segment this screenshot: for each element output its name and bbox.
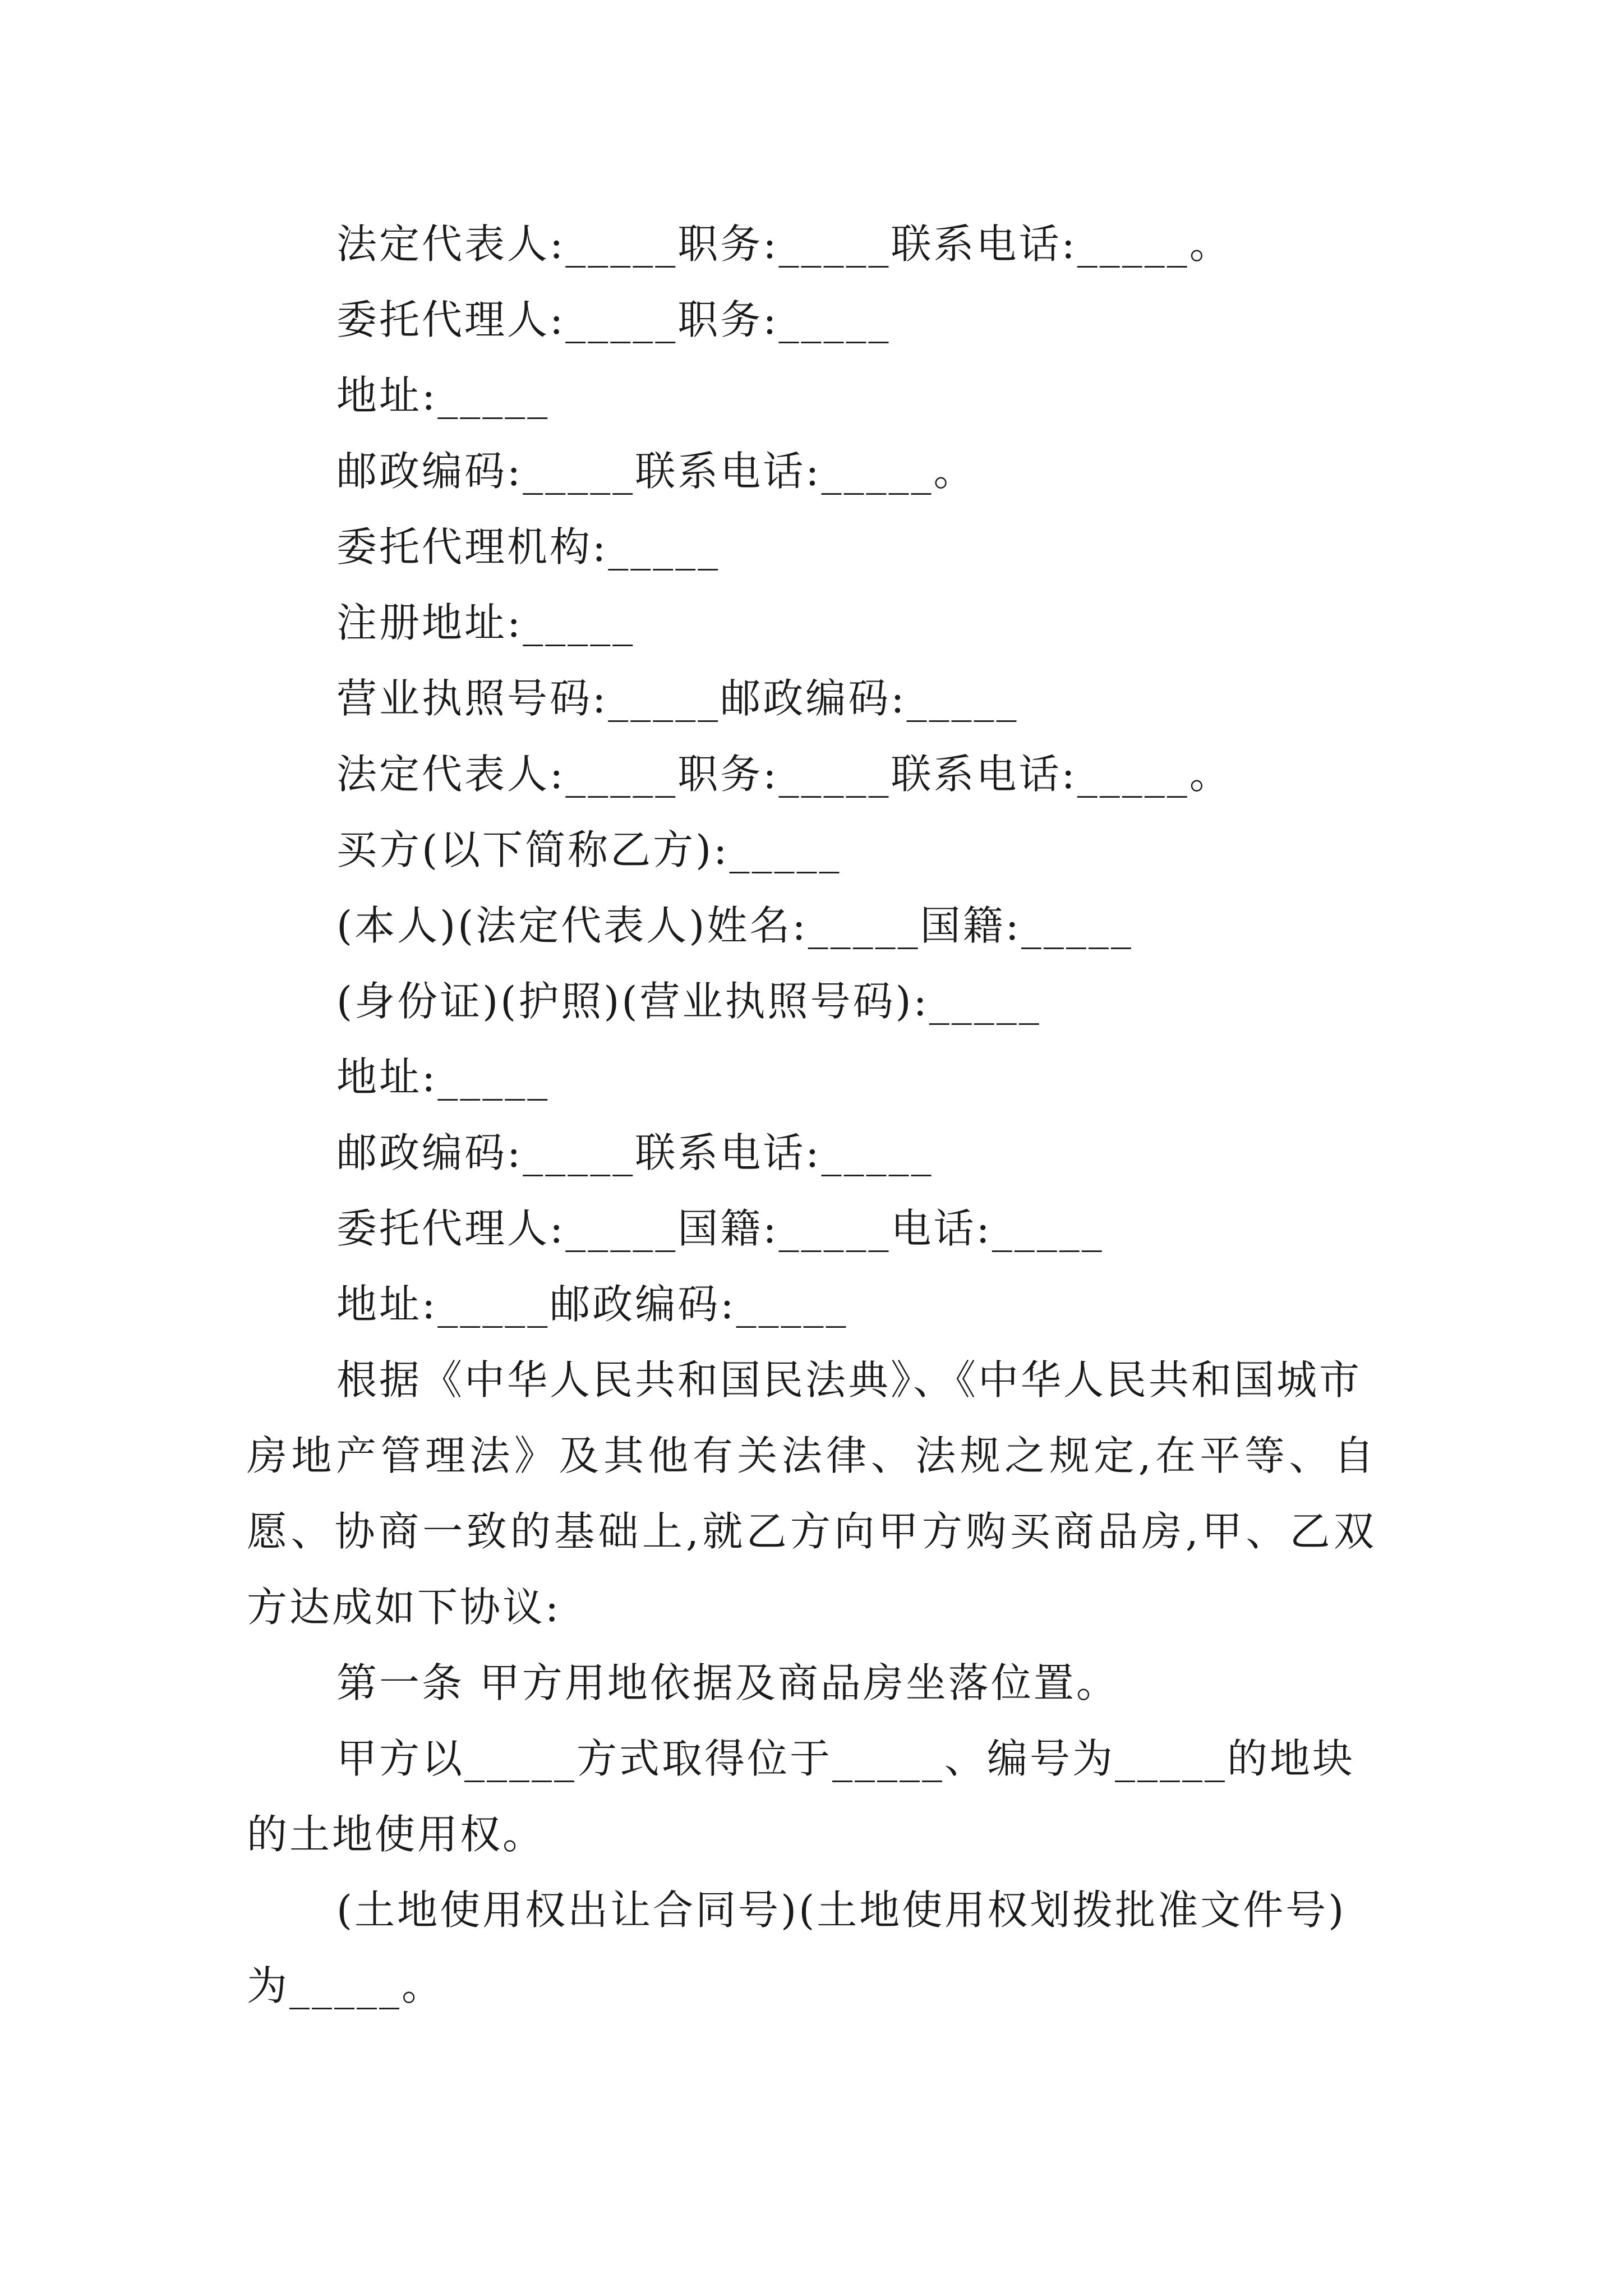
preamble-line-2: 房地产管理法》及其他有关法律、法规之规定,在平等、自 xyxy=(247,1432,1376,1479)
article-one-line-2: 的土地使用权。 xyxy=(247,1811,546,1858)
article-one-line-4: 为_____。 xyxy=(247,1962,445,2009)
agency-legal-representative-line: 法定代表人:_____职务:_____联系电话:_____。 xyxy=(336,751,1232,798)
seller-legal-representative-line: 法定代表人:_____职务:_____联系电话:_____。 xyxy=(336,220,1232,268)
seller-agent-address-line: 地址:_____ xyxy=(336,372,550,419)
buyer-address-line: 地址:_____ xyxy=(336,1053,550,1101)
buyer-id-line: (身份证)(护照)(营业执照号码):_____ xyxy=(336,978,1041,1025)
preamble-line-3: 愿、协商一致的基础上,就乙方向甲方购买商品房,甲、乙双 xyxy=(247,1508,1376,1555)
agency-license-line: 营业执照号码:_____邮政编码:_____ xyxy=(336,675,1019,722)
preamble-line-1: 根据《中华人民共和国民法典》、《中华人民共和国城市 xyxy=(336,1356,1362,1404)
buyer-agent-address-line: 地址:_____邮政编码:_____ xyxy=(336,1281,849,1328)
buyer-name-line: (本人)(法定代表人)姓名:_____国籍:_____ xyxy=(336,902,1133,949)
agency-line: 委托代理机构:_____ xyxy=(336,523,721,570)
buyer-agent-line: 委托代理人:_____国籍:_____电话:_____ xyxy=(336,1205,1104,1252)
article-one-line-1: 甲方以_____方式取得位于_____、编号为_____的地块 xyxy=(336,1735,1355,1782)
seller-agent-line: 委托代理人:_____职务:_____ xyxy=(336,296,891,343)
buyer-postal-line: 邮政编码:_____联系电话:_____ xyxy=(336,1129,934,1176)
buyer-line: 买方(以下简称乙方):_____ xyxy=(336,826,842,873)
article-one-line-3: (土地使用权出让合同号)(土地使用权划拨批准文件号) xyxy=(336,1887,1347,1934)
preamble-line-4: 方达成如下协议: xyxy=(247,1584,561,1631)
article-one-heading: 第一条 甲方用地依据及商品房坐落位置。 xyxy=(336,1659,1119,1706)
seller-agent-postal-line: 邮政编码:_____联系电话:_____。 xyxy=(336,448,976,495)
agency-registered-address-line: 注册地址:_____ xyxy=(336,599,635,646)
